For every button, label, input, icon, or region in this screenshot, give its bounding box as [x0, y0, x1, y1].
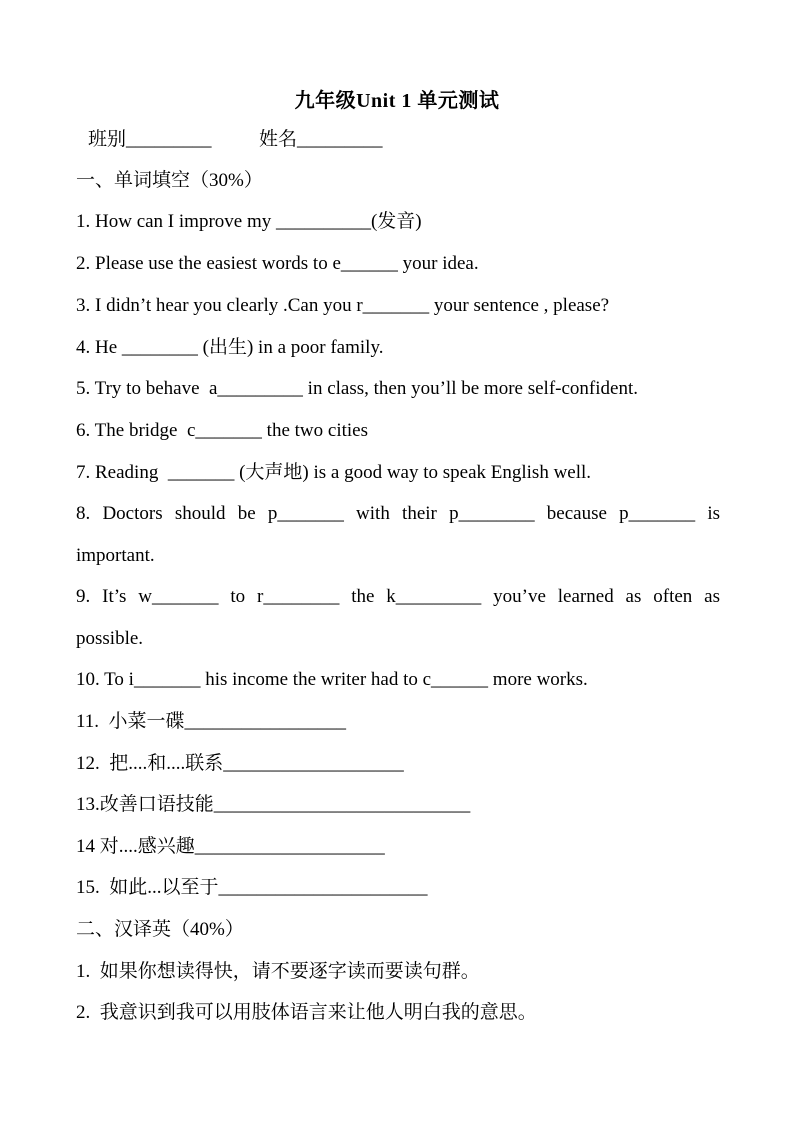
question-10: 10. To i_______ his income the writer had to c______ more works. — [76, 669, 588, 690]
question-7: 7. Reading _______ (大声地) is a good way to speak English well. — [76, 462, 592, 483]
question-5: 5. Try to behave a_________ in class, then you’ll be more self-confident. — [76, 378, 638, 399]
class-name-fields: 班别_________ 姓名_________ — [88, 129, 383, 150]
section1-heading: 一、单词填空（30%） — [76, 170, 263, 191]
translation-2: 2. 我意识到我可以用肢体语言来让他人明白我的意思。 — [76, 1002, 537, 1023]
question-12: 12. 把....和....联系___________________ — [76, 753, 404, 774]
question-9-line1: 9. It’s w_______ to r________ the k_________ you’ve learned as often as — [76, 586, 720, 607]
question-3: 3. I didn’t hear you clearly .Can you r_______ your sentence , please? — [76, 295, 610, 316]
question-8-line1: 8. Doctors should be p_______ with their p________ because p_______ is — [76, 503, 720, 524]
question-11: 11. 小菜一碟_________________ — [76, 711, 347, 732]
question-2: 2. Please use the easiest words to e______ your idea. — [76, 253, 479, 274]
page-title: 九年级Unit 1 单元测试 — [294, 90, 500, 112]
question-1: 1. How can I improve my __________(发音) — [76, 211, 422, 232]
question-15: 15. 如此...以至于______________________ — [76, 877, 428, 898]
question-14: 14 对....感兴趣____________________ — [76, 836, 385, 857]
question-6: 6. The bridge c_______ the two cities — [76, 420, 368, 441]
section2-heading: 二、汉译英（40%） — [76, 919, 244, 940]
question-13: 13.改善口语技能___________________________ — [76, 794, 471, 815]
translation-1: 1. 如果你想读得快，请不要逐字读而要读句群。 — [76, 961, 480, 982]
question-4: 4. He ________ (出生) in a poor family. — [76, 337, 384, 358]
question-9-line2: possible. — [76, 628, 144, 649]
question-8-line2: important. — [76, 545, 155, 566]
